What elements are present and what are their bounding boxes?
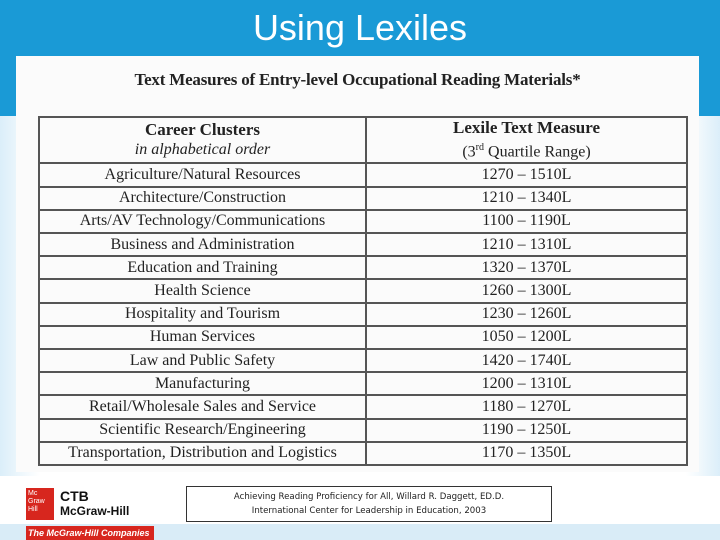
lexile-measure-cell: 1260 – 1300L (366, 279, 687, 302)
citation-line-2: International Center for Leadership in Education, 2003 (251, 506, 487, 516)
table-row (39, 279, 687, 302)
table-row (39, 372, 687, 395)
career-cluster-cell: Education and Training (39, 256, 366, 279)
career-clusters-title: Career Clusters (144, 120, 261, 140)
career-cluster-cell: Health Science (39, 279, 366, 302)
subtitle-superscript: rd (475, 142, 485, 153)
table-row (39, 326, 687, 349)
table-row (39, 187, 687, 210)
mcgraw-hill-logo-box: Mc Graw Hill (26, 488, 54, 520)
career-cluster-cell: Architecture/Construction (39, 187, 366, 210)
career-clusters-subtitle: in alphabetical order (134, 141, 271, 159)
lexile-measure-cell: 1200 – 1310L (366, 372, 687, 395)
table-header-row (39, 117, 687, 163)
citation-line-1: Achieving Reading Proficiency for All, Willard R. Daggett, ED.D. (233, 492, 505, 502)
lexile-measure-subtitle (367, 138, 686, 162)
career-cluster-cell: Transportation, Distribution and Logistics (39, 442, 366, 465)
career-cluster-cell: Retail/Wholesale Sales and Service (39, 395, 366, 418)
table-caption: Text Measures of Entry-level Occupational Reading Materials* (134, 70, 581, 89)
lexile-measure-cell: 1270 – 1510L (366, 163, 687, 186)
table-row (39, 303, 687, 326)
career-cluster-cell: Scientific Research/Engineering (39, 419, 366, 442)
lexile-measure-cell: 1320 – 1370L (366, 256, 687, 279)
career-cluster-cell: Manufacturing (39, 372, 366, 395)
subtitle-suffix: Quartile Range) (484, 143, 591, 161)
column-header-lexile-measure (366, 117, 687, 163)
lexile-measure-cell: 1420 – 1740L (366, 349, 687, 372)
table-row (39, 210, 687, 233)
lexile-table (38, 116, 688, 466)
career-cluster-cell: Agriculture/Natural Resources (39, 163, 366, 186)
lexile-measure-title: Lexile Text Measure (453, 118, 600, 137)
lexile-measure-cell: 1180 – 1270L (366, 395, 687, 418)
ctb-mcgraw-hill-logo (26, 488, 156, 538)
career-cluster-cell: Law and Public Safety (39, 349, 366, 372)
career-cluster-cell: Human Services (39, 326, 366, 349)
lexile-measure-cell: 1050 – 1200L (366, 326, 687, 349)
logo-mcgraw-hill-text: McGraw-Hill (60, 504, 130, 518)
lexile-measure-cell: 1230 – 1260L (366, 303, 687, 326)
table-row (39, 349, 687, 372)
career-cluster-cell: Business and Administration (39, 233, 366, 256)
column-header-career-clusters (39, 117, 366, 163)
lexile-measure-cell: 1170 – 1350L (366, 442, 687, 465)
table-row (39, 442, 687, 465)
lexile-measure-cell: 1210 – 1310L (366, 233, 687, 256)
table-row (39, 395, 687, 418)
lexile-measure-cell: 1190 – 1250L (366, 419, 687, 442)
lexile-measure-cell: 1210 – 1340L (366, 187, 687, 210)
career-cluster-cell: Arts/AV Technology/Communications (39, 210, 366, 233)
slide-title: Using Lexiles (252, 7, 468, 48)
lexile-measure-cell: 1100 – 1190L (366, 210, 687, 233)
subtitle-prefix: (3 (462, 143, 476, 161)
career-cluster-cell: Hospitality and Tourism (39, 303, 366, 326)
table-row (39, 233, 687, 256)
logo-tagline: The McGraw-Hill Companies (26, 526, 154, 540)
table-row (39, 419, 687, 442)
citation-box (186, 486, 552, 522)
table-row (39, 163, 687, 186)
logo-ctb-text: CTB (60, 488, 89, 504)
table-row (39, 256, 687, 279)
